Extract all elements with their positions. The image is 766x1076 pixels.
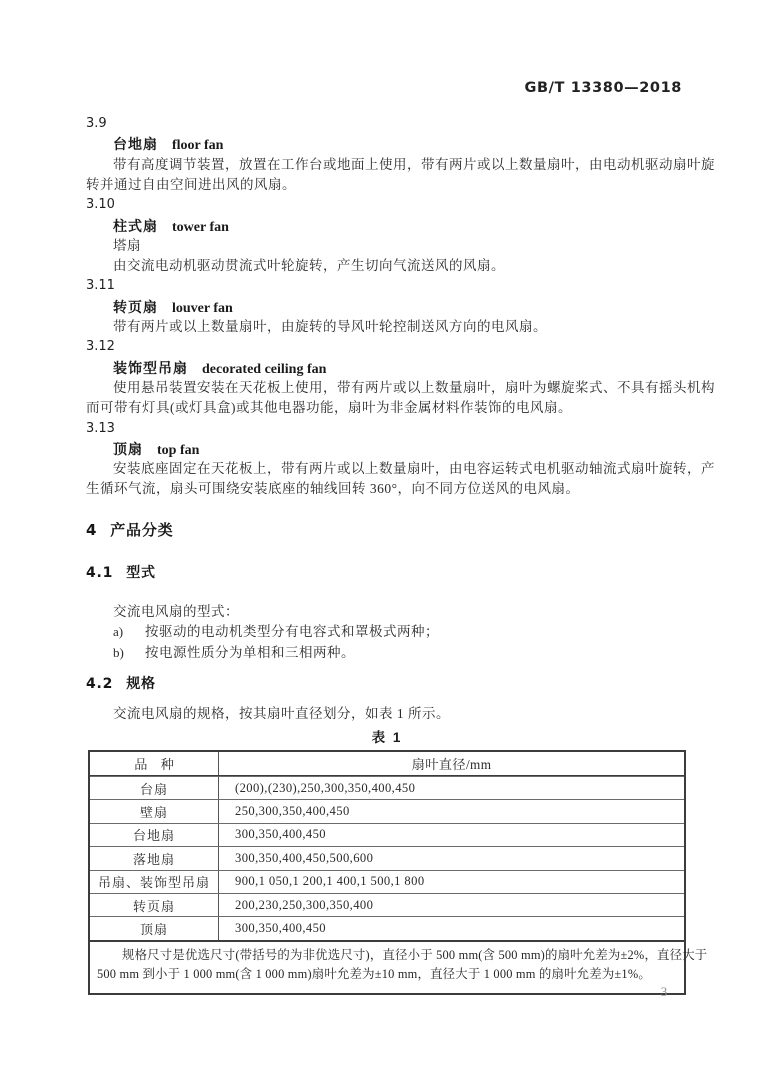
term-alias: 塔扇 [113,237,141,253]
term-zh: 台地扇 [113,136,158,153]
table-title: 表 1 [371,730,403,745]
doc-code-header: GB/T 13380—2018 [524,80,682,96]
term-heading [113,134,223,156]
table-body [90,776,684,940]
table-cell-diameters: 200,230,250,300,350,400 [235,897,374,912]
table-cell-diameters: 300,350,400,450 [235,921,327,936]
table-row [90,893,684,916]
table-header-row [90,752,684,776]
term-zh: 转页扇 [113,298,158,315]
table-cell-category: 台地扇 [90,824,219,846]
table-row [90,916,684,939]
term-number: 3.13 [86,420,115,436]
term-zh: 装饰型吊扇 [113,359,188,376]
clause4-title: 产品分类 [110,522,174,539]
table-note [90,940,708,993]
clause41-heading [86,562,156,582]
term-zh: 顶扇 [113,440,143,457]
term-zh: 柱式扇 [113,217,158,234]
term-definition-line: 转并通过自由空间进出风的风扇。 [86,176,296,192]
table-note-line: 500 mm 到小于 1 000 mm(含 1 000 mm)扇叶允差为±10 mm，直径大于 1 000 mm 的扇叶允差为±1%。 [97,967,651,982]
term-definition-line: 带有高度调节装置，放置在工作台或地面上使用，带有两片或以上数量扇叶，由电动机驱动扇叶旋 [113,156,715,172]
term-heading [113,216,229,238]
term-definition-line: 安装底座固定在天花板上，带有两片或以上数量扇叶，由电容运转式电机驱动轴流式扇叶旋转，产 [113,461,715,477]
clause42-title: 规格 [126,675,156,691]
table-row [90,776,684,799]
term-number: 3.12 [86,339,115,355]
term-heading [113,358,326,380]
term-number: 3.10 [86,197,115,213]
clause41-list [113,620,439,661]
table-cell-diameters: 300,350,400,450 [235,827,327,842]
table-row [90,799,684,822]
table-row [90,823,684,846]
table-header-category: 品 种 [90,752,219,775]
table-cell-diameters: (200),(230),250,300,350,400,450 [235,780,416,795]
list-item [113,620,439,641]
clause41-number: 4.1 [86,565,114,581]
list-item [113,641,439,662]
term-definition-line: 而可带有灯具(或灯具盒)或其他电器功能，扇叶为非金属材料作装饰的电风扇。 [86,400,572,416]
term-en: top fan [157,442,200,458]
table-cell-diameters: 900,1 050,1 200,1 400,1 500,1 800 [235,874,425,889]
table-row [90,870,684,893]
term-number: 3.9 [86,116,107,131]
table-row [90,846,684,869]
clause42-heading [86,673,156,693]
clause41-intro: 交流电风扇的型式： [113,604,239,619]
list-item-text: 按电源性质分为单相和三相两种。 [145,644,355,660]
clause42-number: 4.2 [86,676,114,692]
spec-table [88,750,708,995]
table-cell-category: 壁扇 [90,800,219,822]
list-item-text: 按驱动的电动机类型分有电容式和罩极式两种； [145,624,439,639]
table-cell-category: 落地扇 [90,847,219,869]
table-cell-diameters: 250,300,350,400,450 [235,804,350,819]
term-en: decorated ceiling fan [202,361,327,377]
term-heading [113,439,199,461]
table-cell-category: 转页扇 [90,894,219,916]
table-cell-diameters: 300,350,400,450,500,600 [235,850,374,865]
table-header-diameter: 扇叶直径/mm [411,757,492,772]
clause41-title: 型式 [126,564,156,580]
term-definition-line: 由交流电动机驱动贯流式叶轮旋转，产生切向气流送风的风扇。 [113,258,505,274]
term-en: floor fan [172,138,224,154]
clause4-number: 4 [86,521,98,539]
clause4-heading [86,519,173,540]
table-cell-category: 台扇 [90,777,219,799]
table-note-line: 规格尺寸是优选尺寸(带括号的为非优选尺寸)，直径小于 500 mm(含 500 mm)的扇叶允差为±2%，直径大于 [122,947,708,962]
page-number: 3 [660,984,668,999]
term-definition-line: 带有两片或以上数量扇叶，由旋转的导风叶轮控制送风方向的电风扇。 [113,319,547,334]
term-definition-line: 使用悬吊装置安装在天花板上使用，带有两片或以上数量扇叶，扇叶为螺旋桨式、不具有摇头机构 [113,379,715,395]
term-number: 3.11 [86,278,115,294]
term-en: louver fan [172,300,233,316]
term-definition-line: 生循环气流，扇头可围绕安装底座的轴线回转 360°，向不同方位送风的电风扇。 [86,481,580,497]
table-cell-category: 顶扇 [90,917,219,939]
term-heading [113,297,233,319]
list-item-label: b) [113,644,124,660]
list-item-label: a) [113,624,124,639]
term-en: tower fan [172,219,229,235]
clause42-intro: 交流电风扇的规格，按其扇叶直径划分，如表 1 所示。 [113,706,450,721]
table-cell-category: 吊扇、装饰型吊扇 [90,871,219,893]
